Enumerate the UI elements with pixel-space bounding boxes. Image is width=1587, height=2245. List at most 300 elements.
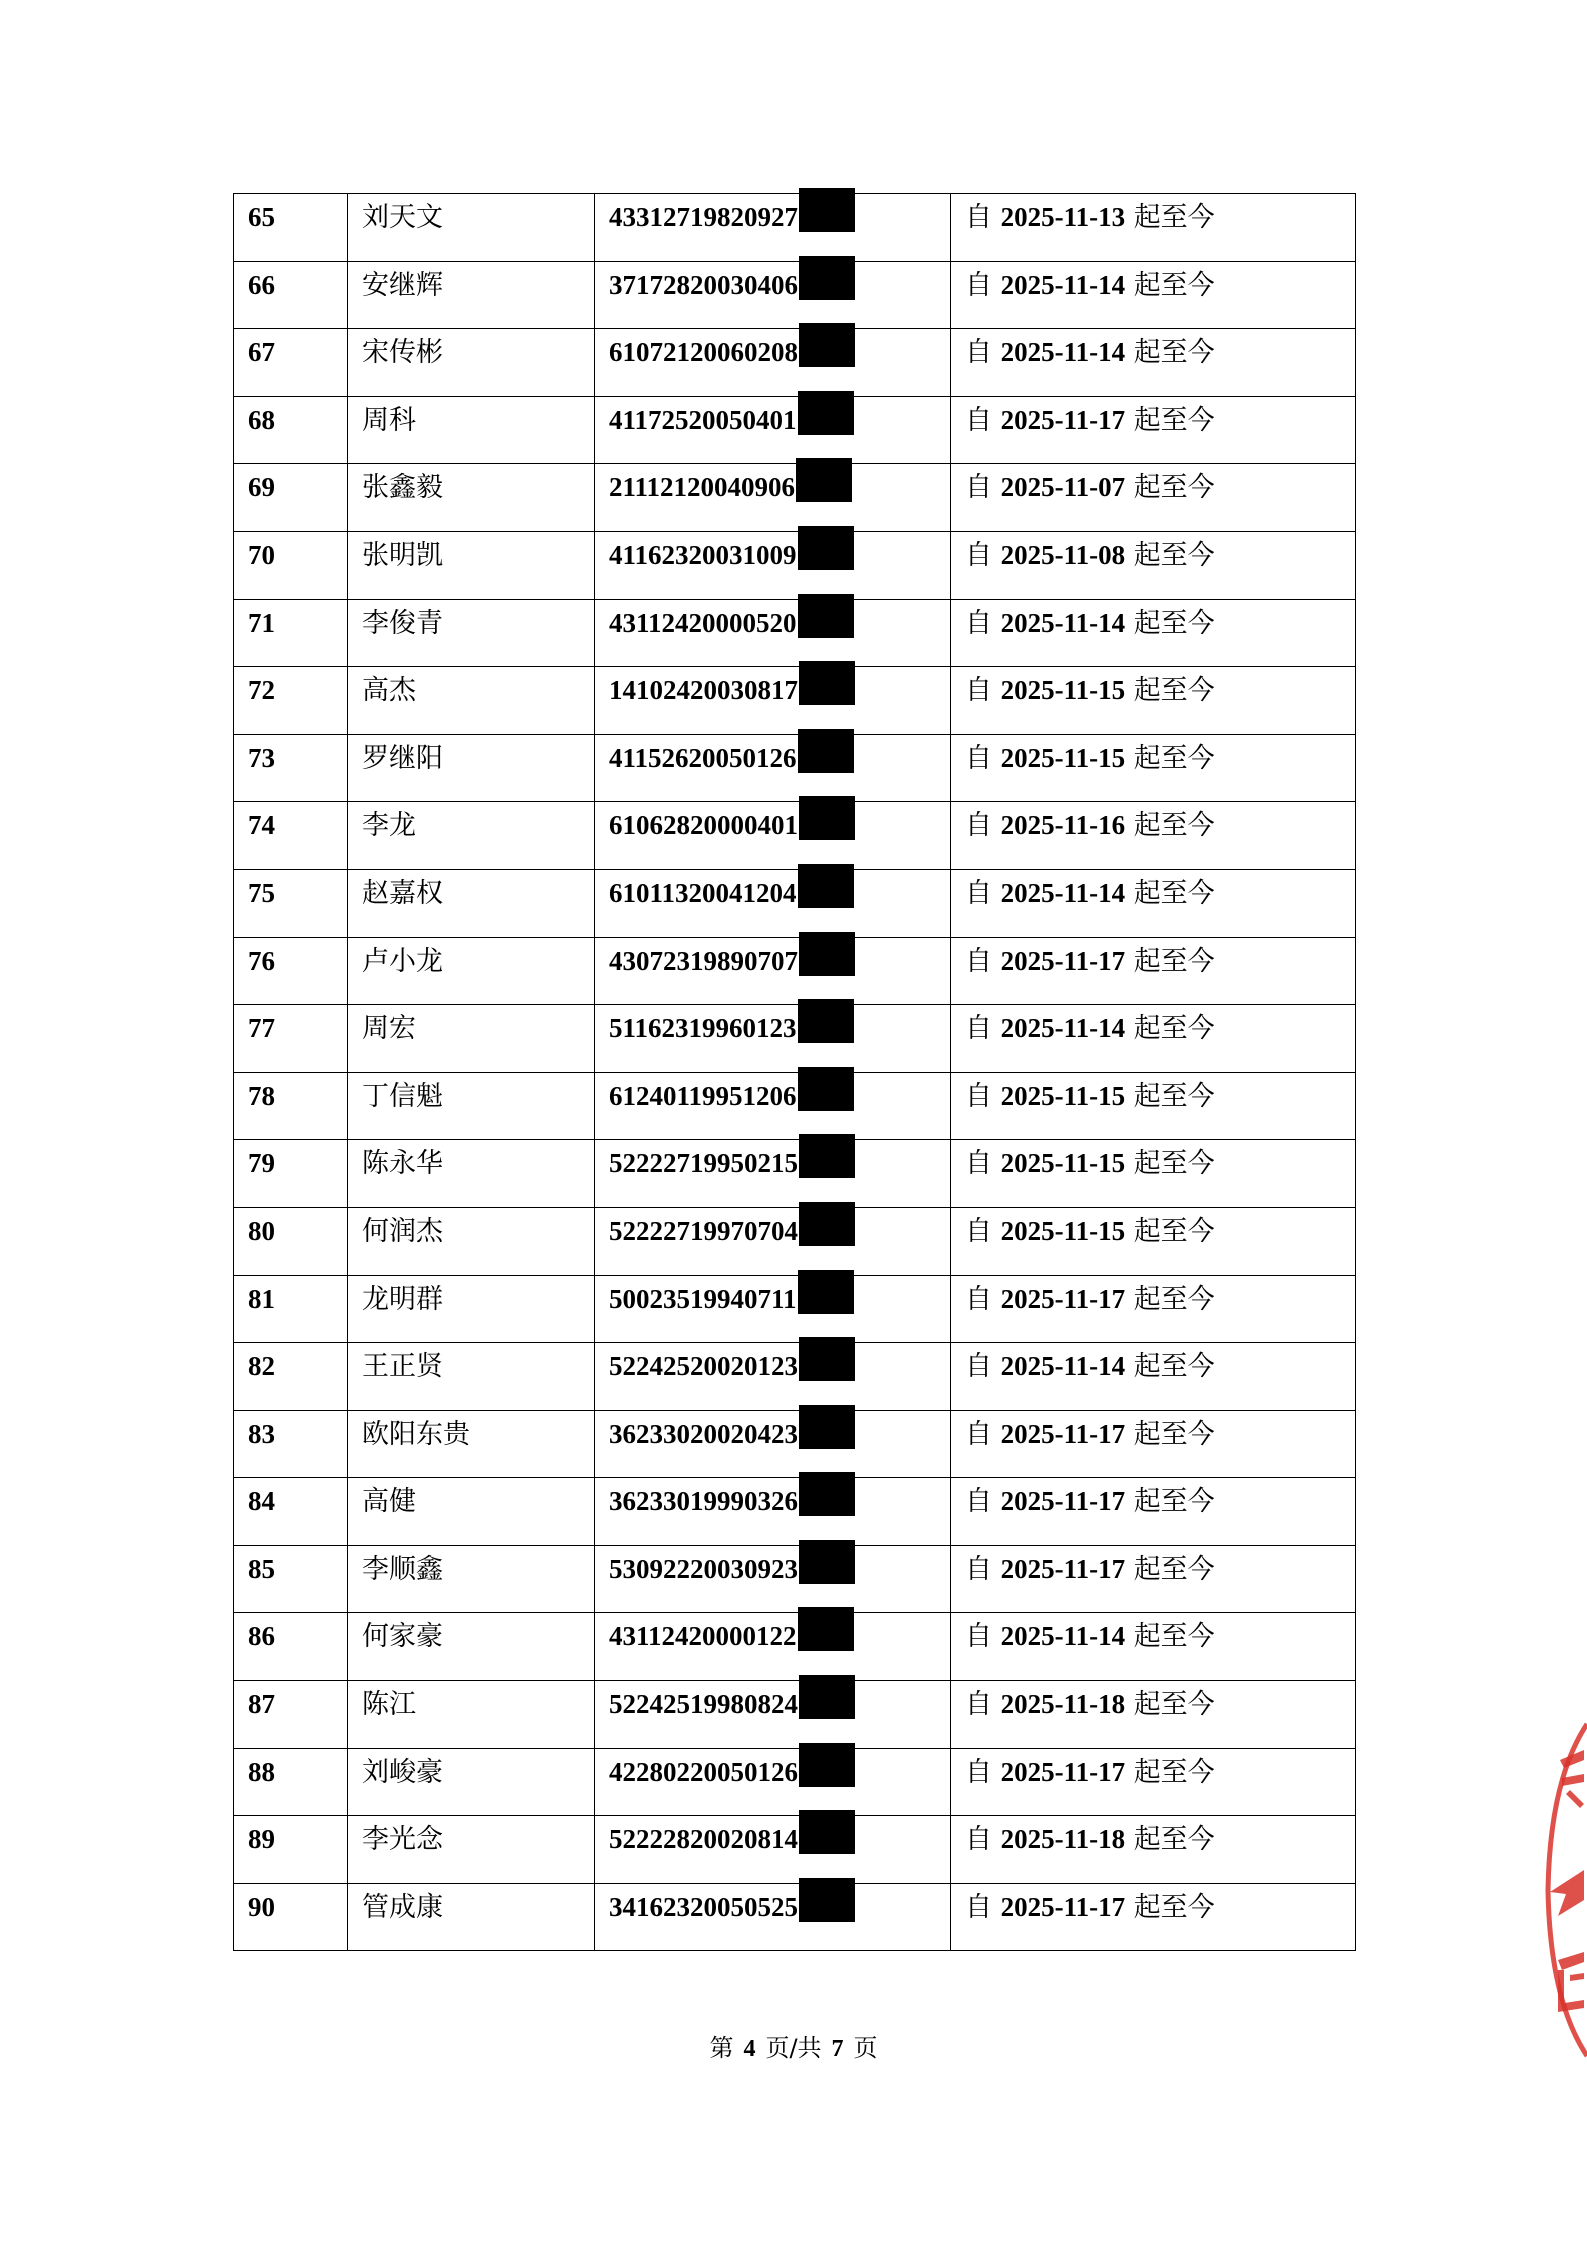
id-number-cell	[595, 1207, 951, 1275]
redaction-block	[799, 256, 855, 300]
table-row	[234, 1005, 1356, 1073]
date-cell	[951, 667, 1356, 735]
date-text	[965, 532, 1215, 569]
start-date: 2025-11-17	[1000, 1553, 1126, 1584]
row-number-cell	[234, 261, 348, 329]
redaction-block	[799, 1134, 855, 1178]
id-number-cell	[595, 1545, 951, 1613]
date-prefix: 自	[965, 1013, 992, 1045]
redaction-block	[798, 1067, 854, 1111]
id-number-visible: 50023519940711	[609, 1283, 797, 1314]
date-suffix: 起至今	[1133, 1689, 1215, 1721]
date-text	[965, 600, 1215, 637]
row-number-cell	[234, 1545, 348, 1613]
id-number-cell	[595, 1072, 951, 1140]
name-cell	[348, 329, 595, 397]
redaction-block	[799, 1202, 855, 1246]
date-cell	[951, 1140, 1356, 1208]
id-number-visible: 52222719950215	[609, 1148, 798, 1179]
table-row	[234, 802, 1356, 870]
table-row	[234, 1816, 1356, 1884]
id-number-visible: 61072120060208	[609, 337, 798, 368]
row-number-cell	[234, 1005, 348, 1073]
row-number-cell	[234, 329, 348, 397]
start-date: 2025-11-14	[1000, 877, 1126, 908]
date-suffix: 起至今	[1133, 1351, 1215, 1383]
id-number-cell	[595, 599, 951, 667]
id-number-cell	[595, 1410, 951, 1478]
id-number-visible: 52222820020814	[609, 1824, 798, 1855]
name-cell	[348, 531, 595, 599]
date-cell	[951, 1410, 1356, 1478]
id-number-cell	[595, 1681, 951, 1749]
date-cell	[951, 1545, 1356, 1613]
id-number-visible: 43112420000122	[609, 1621, 797, 1652]
start-date: 2025-11-14	[1000, 1013, 1126, 1044]
table-row	[234, 1072, 1356, 1140]
date-cell	[951, 194, 1356, 262]
row-number-cell	[234, 667, 348, 735]
date-suffix: 起至今	[1133, 1215, 1215, 1247]
name-cell	[348, 1005, 595, 1073]
row-number-cell	[234, 1613, 348, 1681]
person-name: 李顺鑫	[362, 1553, 443, 1585]
row-number-cell	[234, 1681, 348, 1749]
date-prefix: 自	[965, 810, 992, 842]
name-cell	[348, 1072, 595, 1140]
start-date: 2025-11-17	[1000, 945, 1126, 976]
person-name: 王正贤	[362, 1351, 443, 1383]
date-text	[965, 870, 1215, 907]
start-date: 2025-11-18	[1000, 1689, 1126, 1720]
row-number-cell	[234, 1072, 348, 1140]
person-name: 何润杰	[362, 1215, 443, 1247]
date-cell	[951, 937, 1356, 1005]
name-cell	[348, 599, 595, 667]
date-suffix: 起至今	[1133, 539, 1215, 571]
person-name: 卢小龙	[362, 945, 443, 977]
table-row	[234, 1410, 1356, 1478]
table-row	[234, 1275, 1356, 1343]
id-number-cell	[595, 734, 951, 802]
row-number: 68	[248, 404, 275, 435]
id-number-cell	[595, 1275, 951, 1343]
date-prefix: 自	[965, 539, 992, 571]
start-date: 2025-11-15	[1000, 1148, 1126, 1179]
name-cell	[348, 1681, 595, 1749]
start-date: 2025-11-15	[1000, 742, 1126, 773]
person-name: 欧阳东贵	[362, 1418, 470, 1450]
name-cell	[348, 1478, 595, 1546]
table-row	[234, 1207, 1356, 1275]
date-cell	[951, 1748, 1356, 1816]
date-prefix: 自	[965, 202, 992, 233]
date-prefix: 自	[965, 1351, 992, 1383]
person-name: 高杰	[362, 675, 416, 707]
roster-table-body	[234, 194, 1356, 1951]
id-number-cell	[595, 261, 951, 329]
start-date: 2025-11-14	[1000, 1351, 1126, 1382]
name-cell	[348, 261, 595, 329]
date-text	[965, 194, 1215, 231]
date-suffix: 起至今	[1133, 1148, 1215, 1180]
row-number: 71	[248, 607, 275, 638]
row-number-cell	[234, 1816, 348, 1884]
id-number-cell	[595, 396, 951, 464]
redaction-block	[799, 932, 855, 976]
start-date: 2025-11-14	[1000, 269, 1126, 300]
date-text	[965, 262, 1215, 299]
date-suffix: 起至今	[1133, 1283, 1215, 1315]
date-prefix: 自	[965, 1418, 992, 1450]
name-cell	[348, 1816, 595, 1884]
id-number-visible: 61240119951206	[609, 1080, 797, 1111]
date-text	[965, 1343, 1215, 1383]
id-number-cell	[595, 802, 951, 870]
table-row	[234, 194, 1356, 262]
id-number-cell	[595, 1478, 951, 1546]
date-prefix: 自	[965, 1824, 992, 1856]
id-number-visible: 14102420030817	[609, 675, 798, 706]
date-suffix: 起至今	[1133, 1621, 1215, 1653]
person-name: 李俊青	[362, 607, 443, 639]
row-number: 79	[248, 1148, 275, 1179]
name-cell	[348, 937, 595, 1005]
date-prefix: 自	[965, 1621, 992, 1653]
redaction-block	[798, 1607, 854, 1651]
id-number-cell	[595, 1883, 951, 1951]
start-date: 2025-11-17	[1000, 1756, 1126, 1787]
person-name: 宋传彬	[362, 337, 443, 369]
id-number-cell	[595, 1816, 951, 1884]
date-suffix: 起至今	[1133, 1824, 1215, 1856]
redaction-block	[799, 796, 855, 840]
name-cell	[348, 869, 595, 937]
table-row	[234, 1681, 1356, 1749]
name-cell	[348, 396, 595, 464]
footer-middle: 页/共	[765, 2034, 822, 2062]
start-date: 2025-11-17	[1000, 1891, 1126, 1922]
name-cell	[348, 1140, 595, 1208]
official-seal-fragment	[1540, 1720, 1587, 2060]
row-number: 74	[248, 810, 275, 841]
row-number-cell	[234, 1207, 348, 1275]
date-text	[965, 735, 1215, 772]
date-text	[965, 1005, 1215, 1045]
row-number-cell	[234, 1478, 348, 1546]
row-number-cell	[234, 802, 348, 870]
date-cell	[951, 802, 1356, 870]
person-name: 李龙	[362, 810, 416, 842]
date-text	[965, 938, 1215, 975]
redaction-block	[798, 594, 854, 638]
name-cell	[348, 1545, 595, 1613]
date-cell	[951, 329, 1356, 397]
start-date: 2025-11-17	[1000, 404, 1126, 435]
name-cell	[348, 1275, 595, 1343]
row-number: 82	[248, 1351, 275, 1382]
date-prefix: 自	[965, 1215, 992, 1247]
person-name: 刘天文	[362, 202, 443, 233]
date-cell	[951, 1883, 1356, 1951]
person-name: 张鑫毅	[362, 472, 443, 504]
date-cell	[951, 1681, 1356, 1749]
row-number-cell	[234, 396, 348, 464]
date-cell	[951, 869, 1356, 937]
id-number-visible: 41162320031009	[609, 539, 797, 570]
id-number-cell	[595, 667, 951, 735]
redaction-block	[798, 526, 854, 570]
id-number-cell	[595, 194, 951, 262]
date-text	[965, 1546, 1215, 1583]
date-text	[965, 1478, 1215, 1518]
row-number-cell	[234, 869, 348, 937]
id-number-visible: 41172520050401	[609, 404, 797, 435]
start-date: 2025-11-14	[1000, 337, 1126, 368]
id-number-cell	[595, 869, 951, 937]
start-date: 2025-11-07	[1000, 472, 1126, 503]
table-row	[234, 869, 1356, 937]
id-number-visible: 43112420000520	[609, 607, 797, 638]
date-prefix: 自	[965, 742, 992, 774]
row-number-cell	[234, 937, 348, 1005]
page-footer	[0, 2028, 1587, 2063]
table-row	[234, 937, 1356, 1005]
name-cell	[348, 734, 595, 802]
row-number: 88	[248, 1756, 275, 1787]
name-cell	[348, 1748, 595, 1816]
date-prefix: 自	[965, 1486, 992, 1518]
date-text	[965, 1276, 1215, 1313]
row-number-cell	[234, 194, 348, 262]
person-name: 何家豪	[362, 1621, 443, 1653]
redaction-block	[799, 1810, 855, 1854]
table-row	[234, 464, 1356, 532]
date-prefix: 自	[965, 1283, 992, 1315]
date-prefix: 自	[965, 1080, 992, 1112]
person-name: 管成康	[362, 1891, 443, 1923]
row-number: 77	[248, 1013, 275, 1044]
person-name: 丁信魁	[362, 1080, 443, 1112]
person-name: 刘峻豪	[362, 1756, 443, 1788]
date-cell	[951, 1816, 1356, 1884]
date-prefix: 自	[965, 675, 992, 707]
date-cell	[951, 1005, 1356, 1073]
date-prefix: 自	[965, 337, 992, 369]
id-number-cell	[595, 1140, 951, 1208]
date-suffix: 起至今	[1133, 742, 1215, 774]
row-number-cell	[234, 1275, 348, 1343]
start-date: 2025-11-15	[1000, 1215, 1126, 1246]
date-text	[965, 1816, 1215, 1856]
date-text	[965, 329, 1215, 369]
date-suffix: 起至今	[1133, 607, 1215, 639]
date-cell	[951, 1072, 1356, 1140]
row-number-cell	[234, 531, 348, 599]
name-cell	[348, 1410, 595, 1478]
date-prefix: 自	[965, 945, 992, 977]
date-suffix: 起至今	[1133, 1553, 1215, 1585]
redaction-block	[798, 999, 854, 1043]
redaction-block	[799, 1472, 855, 1516]
id-number-visible: 21112120040906	[609, 472, 796, 503]
footer-prefix: 第	[709, 2034, 734, 2062]
person-name: 张明凯	[362, 539, 443, 571]
id-number-visible: 42280220050126	[609, 1756, 798, 1787]
id-number-cell	[595, 329, 951, 397]
date-cell	[951, 464, 1356, 532]
row-number-cell	[234, 599, 348, 667]
table-row	[234, 734, 1356, 802]
row-number: 87	[248, 1689, 275, 1720]
redaction-block	[798, 391, 854, 435]
date-prefix: 自	[965, 1891, 992, 1923]
row-number: 76	[248, 945, 275, 976]
id-number-visible: 53092220030923	[609, 1553, 798, 1584]
row-number: 83	[248, 1418, 275, 1449]
name-cell	[348, 1207, 595, 1275]
roster-table	[233, 193, 1356, 1951]
row-number: 89	[248, 1824, 275, 1855]
date-cell	[951, 734, 1356, 802]
id-number-visible: 52222719970704	[609, 1215, 798, 1246]
date-suffix: 起至今	[1133, 1418, 1215, 1450]
id-number-visible: 61062820000401	[609, 810, 798, 841]
row-number-cell	[234, 1748, 348, 1816]
table-row	[234, 1343, 1356, 1411]
row-number: 85	[248, 1553, 275, 1584]
row-number: 80	[248, 1215, 275, 1246]
start-date: 2025-11-14	[1000, 1621, 1126, 1652]
date-cell	[951, 599, 1356, 667]
date-suffix: 起至今	[1133, 472, 1215, 504]
row-number: 69	[248, 472, 275, 503]
row-number: 78	[248, 1080, 275, 1111]
redaction-block	[799, 1878, 855, 1922]
date-prefix: 自	[965, 607, 992, 639]
date-suffix: 起至今	[1133, 810, 1215, 842]
id-number-cell	[595, 1343, 951, 1411]
date-text	[965, 1411, 1215, 1448]
date-text	[965, 1884, 1215, 1921]
id-number-visible: 52242519980824	[609, 1689, 798, 1720]
id-number-cell	[595, 531, 951, 599]
person-name: 高健	[362, 1486, 416, 1518]
table-row	[234, 1883, 1356, 1951]
redaction-block	[796, 458, 852, 502]
id-number-cell	[595, 1005, 951, 1073]
redaction-block	[799, 661, 855, 705]
table-row	[234, 261, 1356, 329]
name-cell	[348, 464, 595, 532]
date-prefix: 自	[965, 877, 992, 909]
start-date: 2025-11-13	[1000, 202, 1126, 232]
person-name: 周科	[362, 404, 416, 436]
id-number-visible: 51162319960123	[609, 1013, 797, 1044]
date-prefix: 自	[965, 1148, 992, 1180]
id-number-visible: 61011320041204	[609, 877, 797, 908]
id-number-visible: 52242520020123	[609, 1351, 798, 1382]
date-text	[965, 464, 1215, 504]
date-text	[965, 397, 1215, 434]
id-number-visible: 41152620050126	[609, 742, 797, 773]
date-cell	[951, 396, 1356, 464]
date-prefix: 自	[965, 404, 992, 436]
start-date: 2025-11-15	[1000, 1080, 1126, 1111]
date-text	[965, 1681, 1215, 1721]
redaction-block	[799, 1675, 855, 1719]
id-number-cell	[595, 1613, 951, 1681]
table-row	[234, 1478, 1356, 1546]
row-number: 90	[248, 1891, 275, 1922]
footer-suffix: 页	[853, 2034, 878, 2062]
name-cell	[348, 667, 595, 735]
table-row	[234, 1140, 1356, 1208]
redaction-block	[799, 1540, 855, 1584]
date-text	[965, 802, 1215, 842]
person-name: 周宏	[362, 1013, 416, 1045]
id-number-visible: 43072319890707	[609, 945, 798, 976]
date-suffix: 起至今	[1133, 404, 1215, 436]
table-row	[234, 329, 1356, 397]
date-suffix: 起至今	[1133, 1756, 1215, 1788]
date-prefix: 自	[965, 1553, 992, 1585]
start-date: 2025-11-18	[1000, 1824, 1126, 1855]
table-row	[234, 1748, 1356, 1816]
row-number: 66	[248, 269, 275, 300]
row-number: 84	[248, 1486, 275, 1517]
name-cell	[348, 1883, 595, 1951]
id-number-visible: 43312719820927	[609, 202, 798, 232]
row-number: 70	[248, 539, 275, 570]
date-cell	[951, 1207, 1356, 1275]
date-cell	[951, 531, 1356, 599]
date-suffix: 起至今	[1133, 1891, 1215, 1923]
row-number-cell	[234, 1140, 348, 1208]
redaction-block	[799, 1743, 855, 1787]
date-prefix: 自	[965, 472, 992, 504]
date-text	[965, 667, 1215, 707]
person-name: 李光念	[362, 1824, 443, 1856]
person-name: 安继辉	[362, 269, 443, 301]
person-name: 龙明群	[362, 1283, 443, 1315]
row-number-cell	[234, 1343, 348, 1411]
id-number-cell	[595, 1748, 951, 1816]
start-date: 2025-11-17	[1000, 1418, 1126, 1449]
table-row	[234, 599, 1356, 667]
row-number: 65	[248, 202, 275, 232]
name-cell	[348, 1613, 595, 1681]
person-name: 罗继阳	[362, 742, 443, 774]
redaction-block	[799, 188, 855, 232]
id-number-visible: 36233019990326	[609, 1486, 798, 1517]
row-number: 75	[248, 877, 275, 908]
date-prefix: 自	[965, 269, 992, 301]
start-date: 2025-11-08	[1000, 539, 1126, 570]
start-date: 2025-11-16	[1000, 810, 1126, 841]
redaction-block	[799, 1405, 855, 1449]
table-row	[234, 396, 1356, 464]
date-prefix: 自	[965, 1689, 992, 1721]
redaction-block	[798, 864, 854, 908]
id-number-visible: 37172820030406	[609, 269, 798, 300]
redaction-block	[798, 729, 854, 773]
date-cell	[951, 1343, 1356, 1411]
id-number-visible: 36233020020423	[609, 1418, 798, 1449]
name-cell	[348, 1343, 595, 1411]
start-date: 2025-11-15	[1000, 675, 1126, 706]
row-number: 67	[248, 337, 275, 368]
